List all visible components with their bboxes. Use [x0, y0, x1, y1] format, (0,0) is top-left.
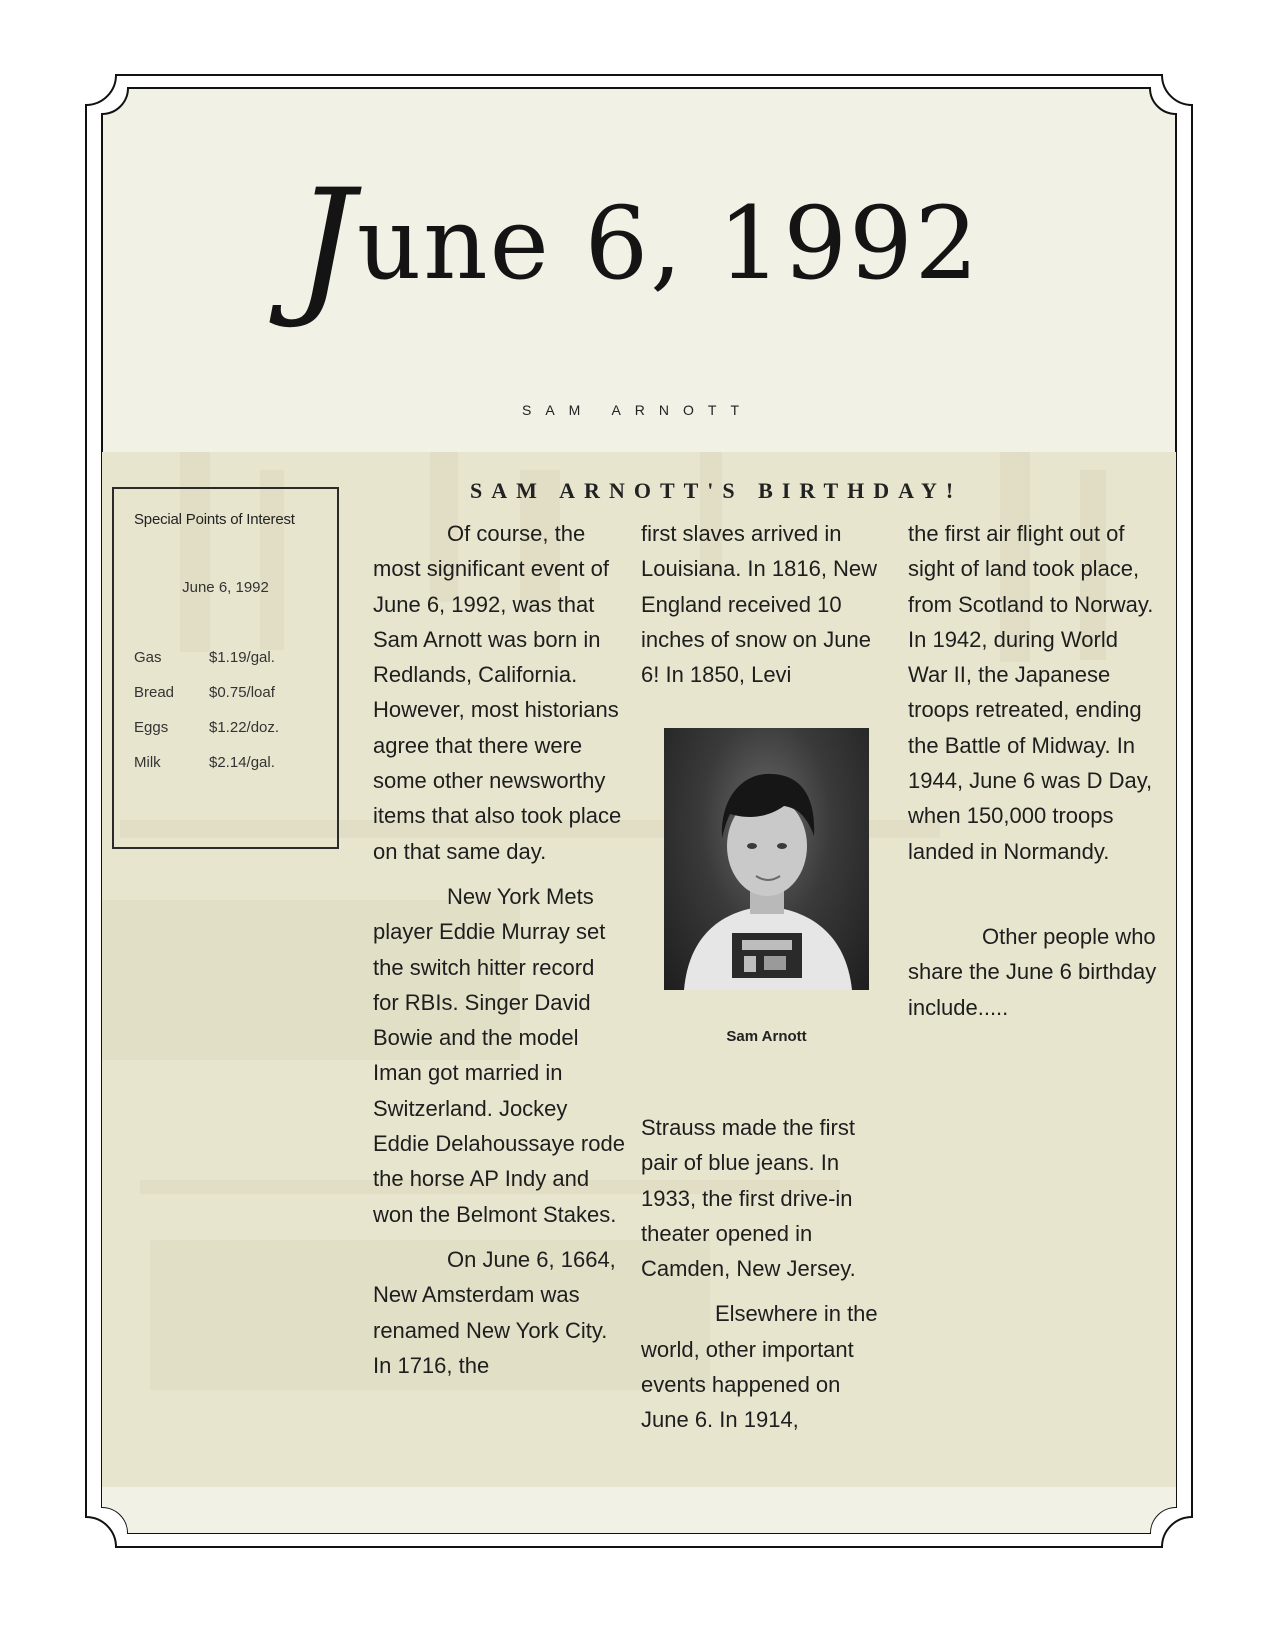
article-paragraph: Of course, the most significant event of June 6, 1992, was that Sam Arnott was born in Redlands, California. However, most historians agree that there were some other newsworthy items that also took place on that same day.	[373, 521, 622, 864]
price-item: Gas	[134, 649, 162, 666]
article-paragraph: Elsewhere in the world, other important events happened on June 6. In 1914,	[641, 1301, 878, 1433]
article-paragraph: Strauss made the first pair of blue jeans. In 1933, the first drive-in theater opened in Camden, New Jersey.	[641, 1115, 856, 1282]
portrait-illustration	[664, 728, 869, 990]
price-value: $2.14/gal.	[209, 754, 275, 771]
price-row	[134, 719, 279, 736]
price-value: $1.19/gal.	[209, 649, 275, 666]
price-item: Bread	[134, 684, 175, 701]
price-row	[134, 754, 275, 771]
price-item: Milk	[134, 754, 161, 771]
price-row	[134, 684, 275, 701]
portrait-photo	[664, 728, 869, 990]
article-column-2-top	[641, 516, 886, 692]
article-paragraph: On June 6, 1664, New Amsterdam was renamed New York City. In 1716, the	[373, 1246, 616, 1378]
price-row	[134, 649, 275, 666]
article-paragraph: New York Mets player Eddie Murray set the switch hitter record for RBIs. Singer David Bowie and the model Iman got married in Switzerland. Jockey Eddie Delahoussaye rode the horse AP Indy and won the Belmont Stakes.	[373, 883, 625, 1227]
sidebar-title: Special Points of Interest	[134, 511, 295, 528]
title-initial: J	[294, 158, 357, 332]
price-item: Eggs	[134, 719, 169, 736]
article-column-2-bottom	[641, 1110, 886, 1438]
article-paragraph: first slaves arrived in Louisiana. In 1816, New England received 10 inches of snow on June 6! In 1850, Levi	[641, 521, 878, 688]
article-column-1	[373, 516, 625, 1383]
byline: SAM ARNOTT	[521, 402, 753, 418]
photo-caption: Sam Arnott	[726, 1028, 807, 1045]
title-rest: une 6, 1992	[356, 185, 981, 302]
article-heading: SAM ARNOTT'S BIRTHDAY!	[470, 478, 963, 503]
article-column-3	[908, 516, 1158, 1025]
article-paragraph: the first air flight out of sight of land took place, from Scotland to Norway. In 1942, during World War II, the Japanese troops retreated, ending the Battle of Midway. In 1944, June 6 was D Day, when 150,000 troops landed in Normandy.	[908, 521, 1154, 864]
article-paragraph: Other people who share the June 6 birthday include.....	[908, 923, 1157, 1020]
page-title	[0, 158, 1275, 332]
price-value: $1.22/doz.	[209, 719, 280, 736]
price-value: $0.75/loaf	[209, 684, 275, 701]
sidebar-date: June 6, 1992	[182, 579, 269, 596]
special-points-box	[112, 487, 339, 849]
